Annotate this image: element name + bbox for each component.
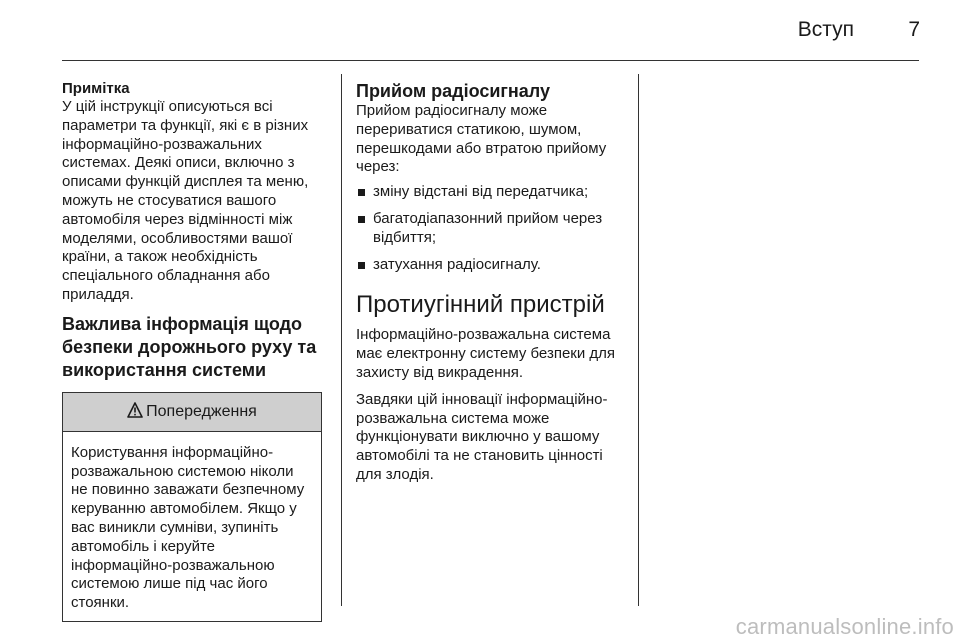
header-rule xyxy=(62,60,919,61)
list-item: зміну відстані від передатчика; xyxy=(356,183,628,202)
column-divider-right xyxy=(638,74,639,606)
reception-intro: Прийом радіосигналу може перериватися статикою, шумом, перешкодами або втратою прийому через: xyxy=(356,102,607,176)
watermark: carmanualsonline.info xyxy=(735,614,954,639)
warning-body xyxy=(63,432,321,621)
warning-title: Попередження xyxy=(146,402,257,420)
safety-section-heading: Важлива інформація щодо безпеки дорожнього руху та використання системи xyxy=(62,313,317,380)
column-divider-left xyxy=(341,74,342,606)
warning-box xyxy=(62,392,322,622)
reception-list xyxy=(356,183,628,274)
anti-theft-paragraph-1: Інформаційно-розважальна система має електронну систему безпеки для захисту від викрадення. xyxy=(356,326,616,381)
page-number: 7 xyxy=(908,18,920,41)
chapter-title: Вступ xyxy=(797,18,854,41)
page-header xyxy=(0,0,960,62)
bullet-icon xyxy=(358,216,365,223)
middle-column xyxy=(356,80,628,485)
note-text: У цій інструкції описуються всі параметри та функції, які є в різних інформаційно-розважальних системах. Деякі описи, включно з описами функцій дисплея та меню, можуть не стосуватися вашого автомобіля через відмінності між моделями, особливостями вашої країни, а також необхідність спеціального обладнання або приладдя. xyxy=(62,98,309,303)
bullet-icon xyxy=(358,262,365,269)
warning-header xyxy=(63,393,321,432)
reception-heading: Прийом радіосигналу xyxy=(356,81,550,101)
bullet-icon xyxy=(358,189,365,196)
list-item: багатодіапазонний прийом через відбиття; xyxy=(356,210,628,248)
warning-triangle-icon xyxy=(127,402,143,418)
warning-text: Користування інформаційно-розважальною системою ніколи не повинно заважати безпечному керуванню автомобілем. Якщо у вас виникли сумніви, зупиніть автомобіль і керуйте інформаційно-розважальною системою лише під час його стоянки. xyxy=(71,443,305,612)
left-column xyxy=(62,80,328,622)
anti-theft-heading: Протиугінний пристрій xyxy=(356,291,605,319)
list-item: затухання радіосигналу. xyxy=(356,256,628,275)
note-heading: Примітка xyxy=(62,80,130,97)
anti-theft-paragraph-2: Завдяки цій інновації інформаційно-розважальна система може функціонувати виключно у вашому автомобілі та не становить цінності для злодія. xyxy=(356,390,608,483)
